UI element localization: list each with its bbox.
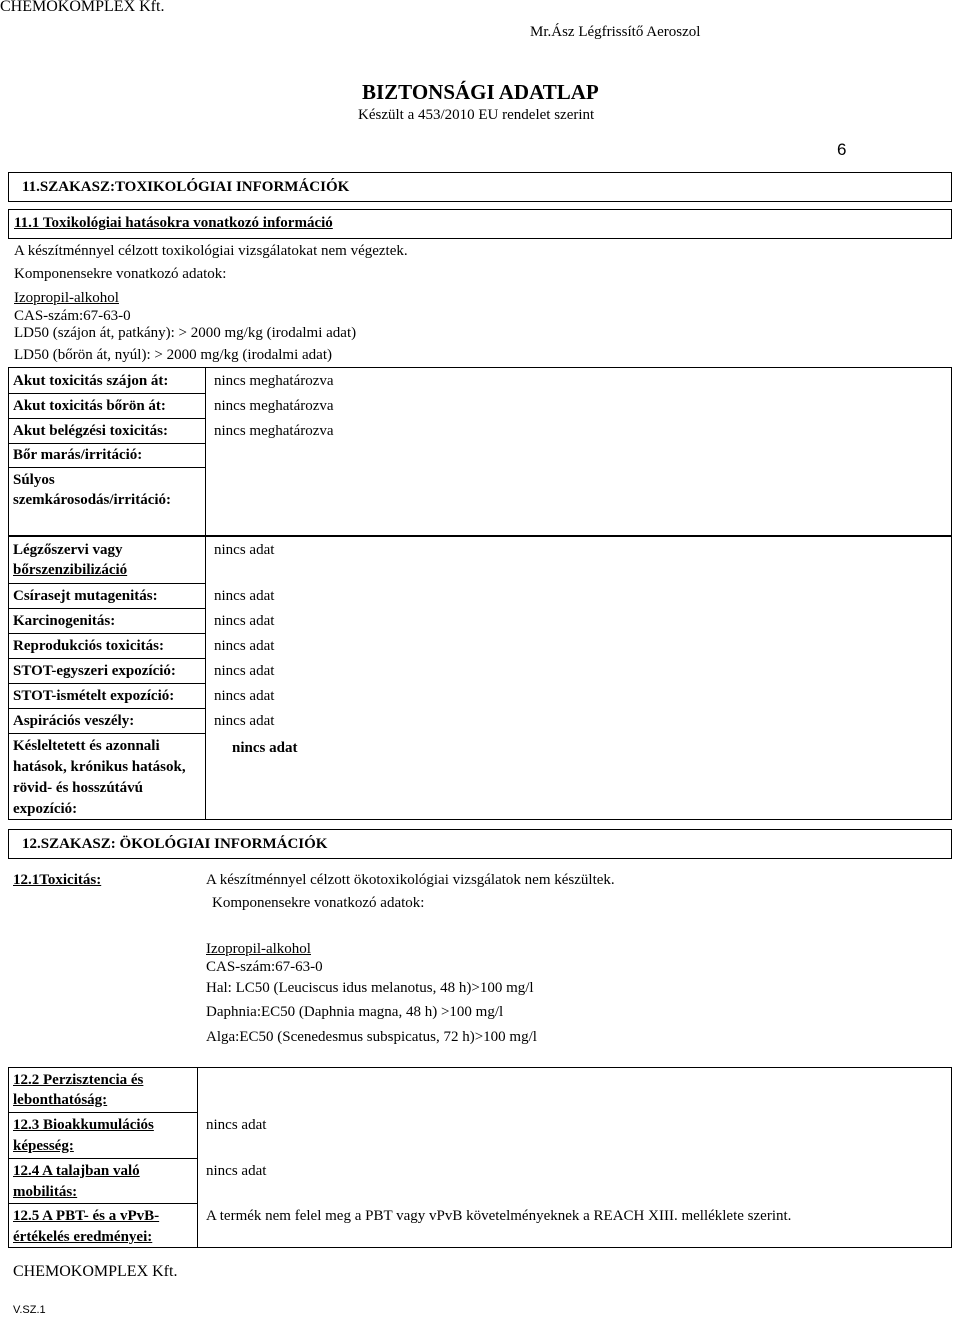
table-row-value: nincs adat <box>214 588 275 604</box>
table-row-label: Bőr marás/irritáció: <box>13 447 143 463</box>
footer-version: V.SZ.1 <box>13 1304 46 1316</box>
table-row-label: Akut toxicitás szájon át: <box>13 373 169 389</box>
table-row-value: nincs adat <box>214 638 275 654</box>
mobility-value: nincs adat <box>206 1163 267 1179</box>
document-title: BIZTONSÁGI ADATLAP <box>362 80 599 104</box>
table-row-value: nincs adat <box>214 613 275 629</box>
table-row-value: nincs meghatározva <box>214 373 334 389</box>
bioaccumulation-value: nincs adat <box>206 1117 267 1133</box>
table-row-label: szemkárosodás/irritáció: <box>13 492 172 508</box>
section12-component-name: Izopropil-alkohol <box>206 941 311 957</box>
section12-components-label: Komponensekre vonatkozó adatok: <box>212 895 425 911</box>
toxicity-text: A készítménnyel célzott ökotoxikológiai vizsgálatok nem készültek. <box>206 872 615 888</box>
sensitization-value: nincs adat <box>214 542 275 558</box>
bioaccumulation-label: 12.3 Bioakkumulációs <box>13 1117 154 1133</box>
table-row-label: Karcinogenitás: <box>13 613 116 629</box>
table-row-label: Súlyos <box>13 472 55 488</box>
sensitization-label: Légzőszervi vagy <box>13 542 123 558</box>
table-row-label: Akut toxicitás bőrön át: <box>13 398 166 414</box>
pbt-label: értékelés eredményei: <box>13 1229 153 1245</box>
table-row-label: Reprodukciós toxicitás: <box>13 638 164 654</box>
delayed-effects-value: nincs adat <box>232 740 298 756</box>
delayed-effects-label: rövid- és hosszútávú <box>13 780 144 796</box>
delayed-effects-label: Késleltetett és azonnali <box>13 738 160 754</box>
table-row-label: Csírasejt mutagenitás: <box>13 588 158 604</box>
document-subtitle: Készült a 453/2010 EU rendelet szerint <box>358 107 595 123</box>
section11-ld50-oral: LD50 (szájon át, patkány): > 2000 mg/kg (irodalmi adat) <box>14 325 357 341</box>
section12-cas: CAS-szám:67-63-0 <box>206 959 323 975</box>
persistence-label: 12.2 Perzisztencia és <box>13 1072 144 1088</box>
delayed-effects-label: hatások, krónikus hatások, <box>13 759 186 775</box>
section11-cas: CAS-szám:67-63-0 <box>14 308 131 324</box>
persistence-label: lebonthatóság: <box>13 1092 108 1108</box>
mobility-label: 12.4 A talajban való <box>13 1163 140 1179</box>
header-product: Mr.Ász Légfrissítő Aeroszol <box>530 24 701 40</box>
daphnia-toxicity: Daphnia:EC50 (Daphnia magna, 48 h) >100 mg/l <box>206 1004 504 1020</box>
table-row-value: nincs meghatározva <box>214 423 334 439</box>
table-row-value: nincs adat <box>214 688 275 704</box>
fish-toxicity: Hal: LC50 (Leuciscus idus melanotus, 48 h)>100 mg/l <box>206 980 534 996</box>
footer-company: CHEMOKOMPLEX Kft. <box>13 1263 178 1280</box>
table-row-value: nincs adat <box>214 663 275 679</box>
delayed-effects-label: expozíció: <box>13 801 78 817</box>
section11-subtitle: 11.1 Toxikológiai hatásokra vonatkozó információ <box>14 215 333 231</box>
table-row-value: nincs adat <box>214 713 275 729</box>
table-row-label: Aspirációs veszély: <box>13 713 135 729</box>
pbt-label: 12.5 A PBT- és a vPvB- <box>13 1208 160 1224</box>
mobility-label: mobilitás: <box>13 1184 78 1200</box>
table-row-value: nincs meghatározva <box>214 398 334 414</box>
bioaccumulation-label: képesség: <box>13 1138 74 1154</box>
pbt-value: A termék nem felel meg a PBT vagy vPvB követelményeknek a REACH XIII. melléklete szerint. <box>206 1208 792 1224</box>
section11-intro: A készítménnyel célzott toxikológiai vizsgálatokat nem végeztek. <box>14 243 408 259</box>
table-row-label: STOT-ismételt expozíció: <box>13 688 175 704</box>
section11-title: 11.SZAKASZ:TOXIKOLÓGIAI INFORMÁCIÓK <box>22 179 350 195</box>
table-row-label: STOT-egyszeri expozíció: <box>13 663 176 679</box>
header-company: CHEMOKOMPLEX Kft. <box>0 0 165 15</box>
section11-component-name: Izopropil-alkohol <box>14 290 119 306</box>
page-number: 6 <box>837 140 847 159</box>
section11-components-label: Komponensekre vonatkozó adatok: <box>14 266 227 282</box>
section11-ld50-dermal: LD50 (bőrön át, nyúl): > 2000 mg/kg (irodalmi adat) <box>14 347 332 363</box>
toxicity-label: 12.1Toxicitás: <box>13 872 102 888</box>
table-row-label: Akut belégzési toxicitás: <box>13 423 168 439</box>
alga-toxicity: Alga:EC50 (Scenedesmus subspicatus, 72 h)>100 mg/l <box>206 1029 537 1045</box>
sensitization-label: bőrszenzibilizáció <box>13 562 128 578</box>
section12-title: 12.SZAKASZ: ÖKOLÓGIAI INFORMÁCIÓK <box>22 836 328 852</box>
